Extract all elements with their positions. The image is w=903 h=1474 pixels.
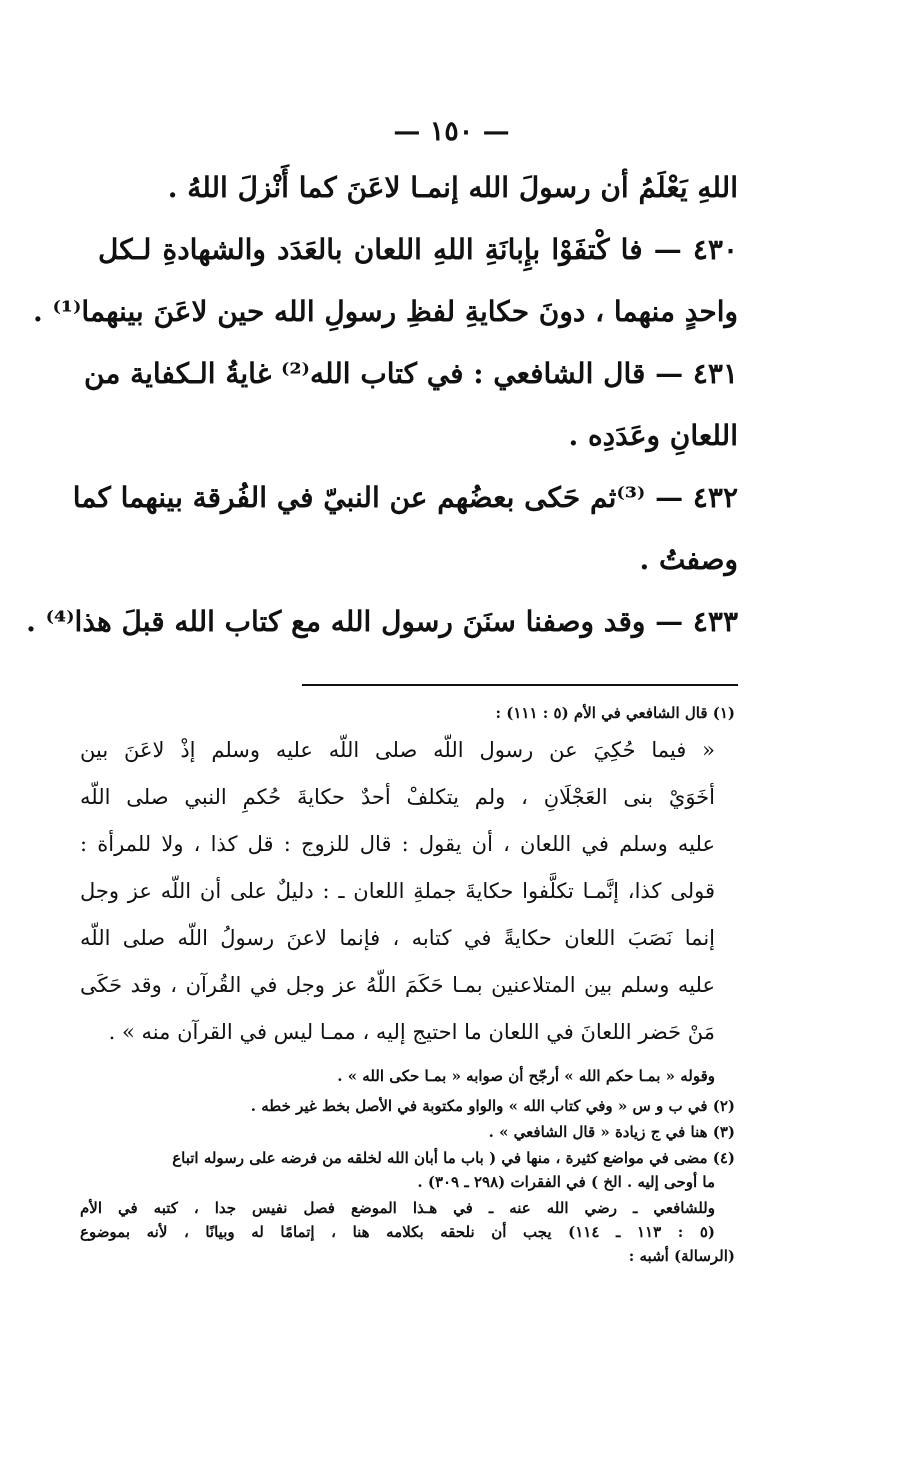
main-line: وصفتُ . [639, 543, 738, 576]
footnote-1-quote-line: عليه وسلم بين المتلاعنين بمـا حَكَمَ اللّهُ عز وجل في القُرآن ، وقد حَكَى [80, 973, 715, 997]
main-line: واحدٍ منهما ، دونَ حكايةِ لفظِ رسولِ الله حين لاعَنَ بينهما⁽¹⁾ . [32, 295, 738, 328]
footnote-1-quote-line: إنما نَصَبَ اللعان حكايةً في كتابه ، فإنما لاعنَ رسولُ اللّه صلى اللّه [80, 926, 715, 950]
main-line: ٤٣٢ — ⁽³⁾ثم حَكى بعضُهم عن النبيّ في الفُرقة بينهما كما [72, 481, 738, 514]
footnote-1-heading: (١) قال الشافعي في الأم (٥ : ١١١) : [495, 704, 735, 722]
footnotes [80, 702, 735, 1269]
footnote-4-line: ما أوحى إليه . الخ ) في الفقرات (٢٩٨ ـ ٣٠٩) . [417, 1173, 715, 1191]
main-line: ٤٣٠ — فا كْتفَوْا بإِبانَةِ اللهِ اللعان بالعَدَد والشهادةِ لـكل [98, 233, 738, 266]
main-line: اللعانِ وعَدَدِه . [568, 419, 738, 452]
footnote-1-quote-line: أخَوَيْ بنى العَجْلَانِ ، ولم يتكلفْ أحدٌ حكايةَ حُكمِ النبي صلى اللّه [80, 785, 715, 809]
main-line: اللهِ يَعْلَمُ أن رسولَ الله إنمـا لاعَنَ كما أَنْزلَ اللهُ . [167, 171, 738, 204]
footnote-1-quote-line: مَنْ حَضر اللعانَ في اللعان ما احتيج إليه ، ممـا ليس في القرآن منه » . [108, 1020, 715, 1044]
footnote-4-line: (٤) مضى في مواضع كثيرة ، منها في ( باب ما أبان الله لخلقه من فرضه على رسوله اتباع [172, 1149, 735, 1167]
footnote-4-line: (٥ : ١١٣ ـ ١١٤) يجب أن نلحقه بكلامه هنا ، إتمامًا له وبيانًا ، لأنه بموضوع [80, 1223, 715, 1241]
page-number: — ١٥٠ — [393, 116, 510, 147]
main-line: ٤٣٣ — وقد وصفنا سنَنَ رسول الله مع كتاب الله قبلَ هذا⁽⁴⁾ . [26, 605, 738, 638]
footnote-2: (٢) في ب و س « وفي كتاب الله » والواو مكتوبة في الأصل بخط غير خطه . [250, 1097, 735, 1115]
main-line: ٤٣١ — قال الشافعي : في كتاب الله⁽²⁾ غايةُ الـكفاية من [84, 357, 738, 390]
footnote-4-line: (الرسالة) أشبه : [628, 1247, 735, 1265]
main-text [26, 171, 738, 668]
footnote-1-quote-line: قولى كذا، إنَّمـا تكلَّفوا حكايةَ جملةِ اللعان ـ : دليلٌ على أن اللّه عز وجل [80, 879, 715, 903]
footnote-4-line: وللشافعي ـ رضي الله عنه ـ في هـذا الموضع فصل نفيس جدا ، كتبه في الأم [80, 1199, 715, 1217]
footnote-1-quote-line: عليه وسلم في اللعان ، أن يقول : قال للزوج : قل كذا ، ولا للمرأة : [80, 832, 715, 856]
footnote-3: (٣) هنا في ج زيادة « قال الشافعي » . [488, 1123, 735, 1141]
footnote-1-remark: وقوله « بمـا حكم الله » أرجّح أن صوابه « بمـا حكى الله » . [337, 1067, 715, 1085]
footnote-divider [302, 684, 738, 686]
footnote-1-quote-line: « فيما حُكِيَ عن رسول اللّه صلى اللّه عليه وسلم إذْ لاعَنَ بين [80, 738, 715, 762]
